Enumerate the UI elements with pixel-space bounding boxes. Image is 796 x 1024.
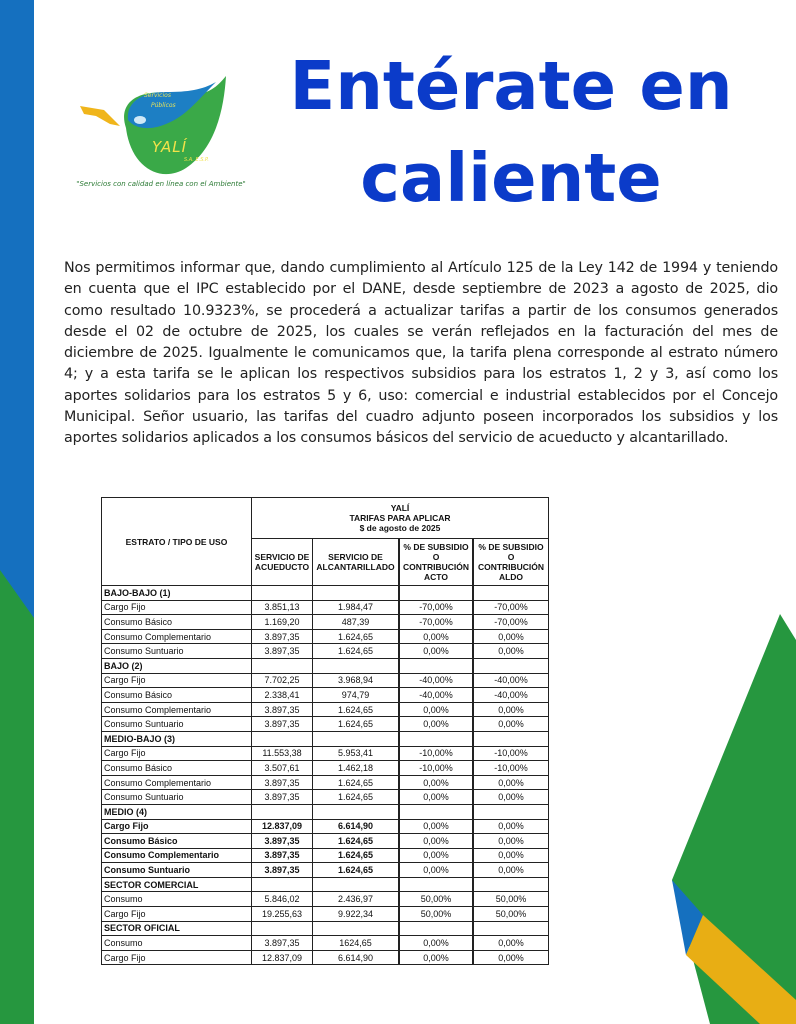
alcantarillado-value: 1.624,65 [313,863,400,878]
company-logo [66,68,256,198]
empty-cell [252,804,313,819]
alcantarillado-value: 1.462,18 [313,761,400,776]
group-name: BAJO-BAJO (1) [102,586,252,601]
row-label: Cargo Fijo [102,600,252,615]
row-label: Consumo [102,892,252,907]
row-label: Consumo Básico [102,615,252,630]
subsidio-acto-value: 0,00% [399,644,473,659]
table-row [102,819,549,834]
empty-cell [252,731,313,746]
header-date: $ de agosto de 2025 [359,523,441,533]
subsidio-acto-value: 0,00% [399,717,473,732]
subsidio-aldo-value: -40,00% [473,688,549,703]
table-row [102,702,549,717]
acueducto-value: 3.507,61 [252,761,313,776]
subsidio-aldo-value: -40,00% [473,673,549,688]
empty-cell [313,731,400,746]
page-title [286,40,736,224]
subsidio-acto-value: -10,00% [399,746,473,761]
empty-cell [313,877,400,892]
group-name: MEDIO (4) [102,804,252,819]
subsidio-aldo-value: 0,00% [473,863,549,878]
subsidio-acto-value: 0,00% [399,863,473,878]
acueducto-value: 7.702,25 [252,673,313,688]
subsidio-aldo-value: 0,00% [473,848,549,863]
subsidio-aldo-value: 0,00% [473,834,549,849]
row-label: Consumo Complementario [102,702,252,717]
row-label: Consumo Básico [102,688,252,703]
acueducto-value: 3.897,35 [252,717,313,732]
subsidio-acto-value: 0,00% [399,950,473,965]
subsidio-aldo-value: -70,00% [473,600,549,615]
empty-cell [399,658,473,673]
group-name: MEDIO-BAJO (3) [102,731,252,746]
subsidio-acto-value: 0,00% [399,790,473,805]
alcantarillado-value: 1.624,65 [313,790,400,805]
alcantarillado-value: 9.922,34 [313,907,400,922]
alcantarillado-value: 6.614,90 [313,950,400,965]
header-estrato: ESTRATO / TIPO DE USO [102,498,252,586]
table-row [102,834,549,849]
alcantarillado-value: 1.624,65 [313,717,400,732]
alcantarillado-value: 3.968,94 [313,673,400,688]
logo-text-line1: Servicios [144,92,171,99]
alcantarillado-value: 1.624,65 [313,775,400,790]
table-group-row [102,804,549,819]
header-subsidio-acto: % DE SUBSIDIO O CONTRIBUCIÓN ACTO [399,539,473,586]
group-name: BAJO (2) [102,658,252,673]
alcantarillado-value: 1.624,65 [313,834,400,849]
subsidio-aldo-value: -70,00% [473,615,549,630]
subsidio-aldo-value: 0,00% [473,629,549,644]
leaf-drop-icon [66,68,256,180]
subsidio-aldo-value: 0,00% [473,644,549,659]
table-row [102,863,549,878]
table-row [102,673,549,688]
header-company: YALÍ [390,503,410,513]
acueducto-value: 2.338,41 [252,688,313,703]
table-row [102,907,549,922]
subsidio-aldo-value: 50,00% [473,907,549,922]
acueducto-value: 3.897,35 [252,702,313,717]
subsidio-aldo-value: 0,00% [473,936,549,951]
row-label: Cargo Fijo [102,907,252,922]
row-label: Consumo Complementario [102,629,252,644]
empty-cell [252,586,313,601]
row-label: Cargo Fijo [102,819,252,834]
title-line-1: Entérate en [289,47,733,125]
row-label: Consumo Complementario [102,848,252,863]
table-row [102,746,549,761]
acueducto-value: 3.897,35 [252,644,313,659]
row-label: Consumo Suntuario [102,644,252,659]
empty-cell [252,877,313,892]
table-row [102,936,549,951]
table-group-row [102,731,549,746]
alcantarillado-value: 2.436,97 [313,892,400,907]
logo-suffix: S.A. E.S.P. [184,157,209,163]
row-label: Consumo Complementario [102,775,252,790]
acueducto-value: 3.897,35 [252,775,313,790]
table-row [102,775,549,790]
header-subsidio-aldo: % DE SUBSIDIO O CONTRIBUCIÓN ALDO [473,539,549,586]
alcantarillado-value: 6.614,90 [313,819,400,834]
alcantarillado-value: 1.624,65 [313,702,400,717]
acueducto-value: 3.897,35 [252,790,313,805]
table-row [102,892,549,907]
group-name: SECTOR OFICIAL [102,921,252,936]
subsidio-aldo-value: 0,00% [473,775,549,790]
table-row [102,629,549,644]
subsidio-acto-value: -70,00% [399,600,473,615]
subsidio-acto-value: 0,00% [399,775,473,790]
subsidio-aldo-value: 0,00% [473,717,549,732]
subsidio-acto-value: 50,00% [399,892,473,907]
acueducto-value: 12.837,09 [252,950,313,965]
subsidio-aldo-value: 0,00% [473,790,549,805]
acueducto-value: 3.897,35 [252,936,313,951]
header-title-block [252,498,549,539]
table-row [102,848,549,863]
subsidio-acto-value: -10,00% [399,761,473,776]
acueducto-value: 3.897,35 [252,629,313,644]
row-label: Consumo Suntuario [102,790,252,805]
acueducto-value: 12.837,09 [252,819,313,834]
empty-cell [399,731,473,746]
subsidio-acto-value: 50,00% [399,907,473,922]
subsidio-acto-value: 0,00% [399,702,473,717]
row-label: Consumo Básico [102,761,252,776]
table-row [102,615,549,630]
row-label: Cargo Fijo [102,673,252,688]
empty-cell [252,658,313,673]
subsidio-acto-value: 0,00% [399,848,473,863]
logo-text-line2: Públicos [151,102,176,109]
acueducto-value: 3.851,13 [252,600,313,615]
table-group-row [102,658,549,673]
alcantarillado-value: 1.624,65 [313,644,400,659]
subsidio-acto-value: 0,00% [399,629,473,644]
subsidio-acto-value: 0,00% [399,819,473,834]
acueducto-value: 3.897,35 [252,834,313,849]
table-group-row [102,877,549,892]
table-row [102,600,549,615]
row-label: Consumo Suntuario [102,717,252,732]
empty-cell [473,731,549,746]
empty-cell [399,921,473,936]
table-row [102,790,549,805]
table-row [102,717,549,732]
empty-cell [399,586,473,601]
acueducto-value: 19.255,63 [252,907,313,922]
empty-cell [252,921,313,936]
header-subtitle: TARIFAS PARA APLICAR [349,513,451,523]
alcantarillado-value: 974,79 [313,688,400,703]
empty-cell [313,804,400,819]
subsidio-aldo-value: 50,00% [473,892,549,907]
alcantarillado-value: 1624,65 [313,936,400,951]
table-row [102,688,549,703]
tariff-table-body [102,586,549,965]
empty-cell [473,586,549,601]
row-label: Consumo Suntuario [102,863,252,878]
row-label: Consumo Básico [102,834,252,849]
empty-cell [473,804,549,819]
subsidio-acto-value: -40,00% [399,688,473,703]
table-row [102,761,549,776]
acueducto-value: 3.897,35 [252,863,313,878]
empty-cell [313,658,400,673]
alcantarillado-value: 1.624,65 [313,629,400,644]
left-green-band [0,570,34,1024]
empty-cell [399,804,473,819]
table-row [102,950,549,965]
table-group-row [102,586,549,601]
subsidio-acto-value: 0,00% [399,834,473,849]
lightning-icon [80,106,120,126]
empty-cell [313,586,400,601]
table-group-row [102,921,549,936]
header-acueducto: SERVICIO DE ACUEDUCTO [252,539,313,586]
acueducto-value: 5.846,02 [252,892,313,907]
subsidio-aldo-value: 0,00% [473,702,549,717]
tariff-table [101,497,549,965]
subsidio-aldo-value: -10,00% [473,746,549,761]
logo-tagline: "Servicios con calidad en línea con el Ambiente" [76,180,246,188]
header-alcantarillado: SERVICIO DE ALCANTARILLADO [313,539,400,586]
empty-cell [313,921,400,936]
subsidio-acto-value: -70,00% [399,615,473,630]
row-label: Consumo [102,936,252,951]
title-line-2: caliente [360,139,662,217]
row-label: Cargo Fijo [102,950,252,965]
empty-cell [473,877,549,892]
acueducto-value: 3.897,35 [252,848,313,863]
acueducto-value: 1.169,20 [252,615,313,630]
subsidio-acto-value: -40,00% [399,673,473,688]
table-row [102,644,549,659]
subsidio-aldo-value: 0,00% [473,819,549,834]
empty-cell [473,921,549,936]
logo-brand-name: YALÍ [152,138,188,156]
announcement-paragraph: Nos permitimos informar que, dando cumplimiento al Artículo 125 de la Ley 142 de 1994 y teniendo en cuenta que el IPC establecido por el DANE, desde septiembre de 2023 a agosto de 2025, dio como resultado 10.9323%, se procederá a actualizar tarifas a partir de los consumos generados desde el 02 de octubre de 2025, los cuales se verán reflejados en la facturación del mes de diciembre de 2025. Igualmente le comunicamos que, la tarifa plena corresponde al estrato número 4; y a esta tarifa se le aplican los respectivos subsidios para los estratos 1, 2 y 3, así como los aportes solidarios para los estratos 5 y 6, uso: comercial e industrial establecidos por el Concejo Municipal. Señor usuario, las tarifas del cuadro adjunto poseen incorporados los subsidios y los aportes solidarios aplicados a los consumos básicos del servicio de acueducto y alcantarillado. [64,260,778,447]
alcantarillado-value: 5.953,41 [313,746,400,761]
subsidio-acto-value: 0,00% [399,936,473,951]
alcantarillado-value: 487,39 [313,615,400,630]
subsidio-aldo-value: 0,00% [473,950,549,965]
group-name: SECTOR COMERCIAL [102,877,252,892]
acueducto-value: 11.553,38 [252,746,313,761]
empty-cell [399,877,473,892]
row-label: Cargo Fijo [102,746,252,761]
empty-cell [473,658,549,673]
alcantarillado-value: 1.984,47 [313,600,400,615]
subsidio-aldo-value: -10,00% [473,761,549,776]
alcantarillado-value: 1.624,65 [313,848,400,863]
